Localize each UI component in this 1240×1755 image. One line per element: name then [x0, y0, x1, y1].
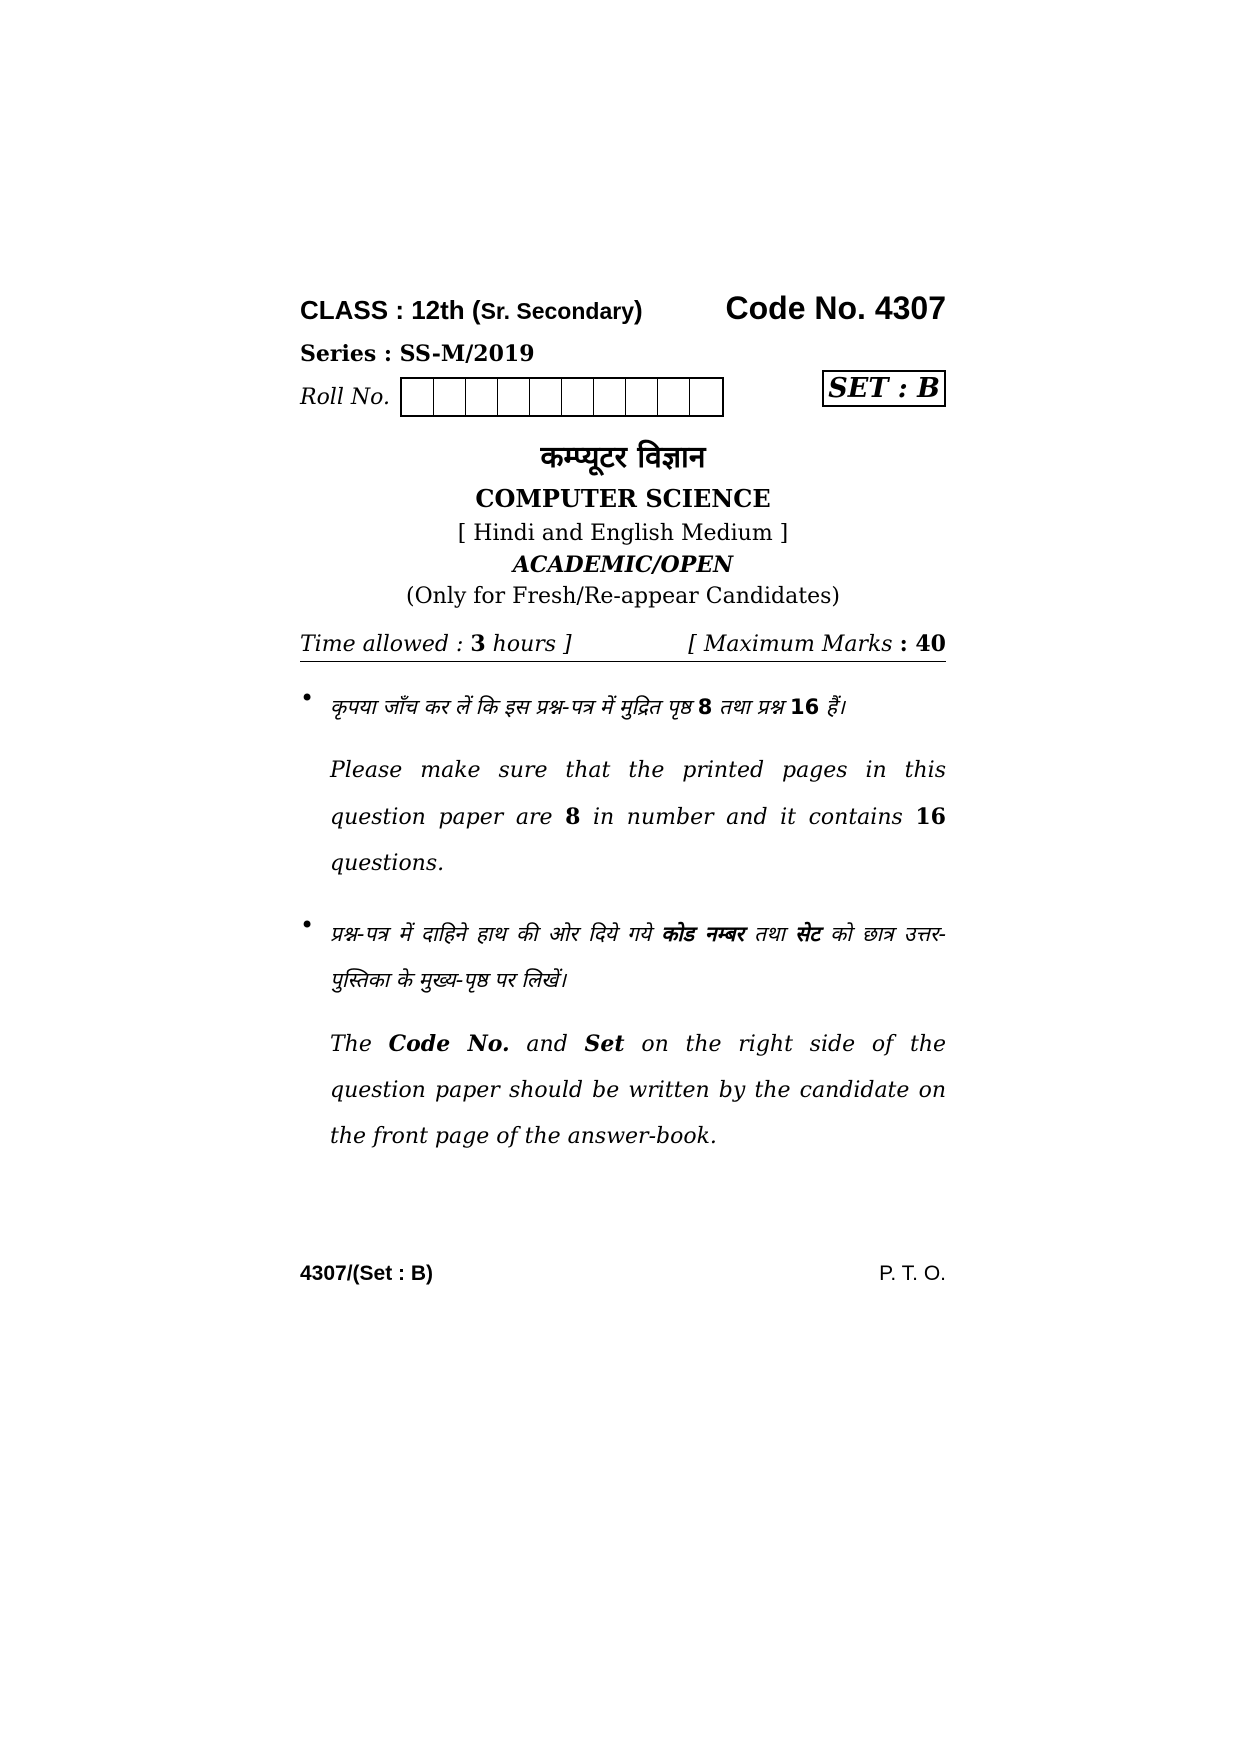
class-label [300, 295, 643, 326]
roll-label: Roll No. [300, 384, 390, 410]
text-part: on the right side of the question paper should be written by the candidate on the front page of the answer-book. [330, 1032, 947, 1149]
medium-label: [ Hindi and English Medium ] [457, 521, 789, 546]
roll-number-group [300, 377, 724, 417]
text-part: तथा [743, 922, 796, 946]
instruction-1 [300, 684, 946, 887]
roll-number-box[interactable] [658, 379, 690, 415]
text-part: तथा प्रश्न [712, 695, 790, 719]
time-suffix: hours ] [485, 632, 572, 657]
time-allowed [300, 631, 572, 657]
bullet-icon: • [300, 911, 315, 939]
roll-number-boxes [400, 377, 724, 417]
roll-number-box[interactable] [498, 379, 530, 415]
text-number: 8 [697, 695, 713, 719]
text-part: प्रश्न-पत्र में दाहिने हाथ की ओर दिये गये [330, 922, 662, 946]
text-emphasis: कोड नम्बर [661, 922, 744, 946]
class-prefix: CLASS : 12th ( [300, 295, 481, 325]
hindi-subject-title: कम्प्यूटर विज्ञान [540, 440, 706, 475]
question-paper-cover [300, 290, 946, 1286]
text-part: Please make sure that the printed pages in this question paper are [330, 758, 946, 830]
marks-value: : 40 [899, 631, 946, 657]
class-level: Sr. Secondary [480, 298, 634, 324]
roll-row [300, 372, 946, 419]
roll-number-box[interactable] [402, 379, 434, 415]
roll-number-box[interactable] [434, 379, 466, 415]
text-part: हैं। [819, 695, 845, 719]
candidates-note: (Only for Fresh/Re-appear Candidates) [406, 584, 840, 609]
english-subject-title: COMPUTER SCIENCE [475, 484, 771, 513]
text-emphasis: Code No. [388, 1031, 510, 1057]
text-number: 16 [789, 695, 820, 719]
time-value: 3 [470, 631, 486, 657]
roll-number-box[interactable] [562, 379, 594, 415]
text-number: 16 [915, 804, 946, 830]
header-row [300, 290, 946, 327]
text-part: कृपया जाँच कर लें कि इस प्रश्न-पत्र में मुद्रित पृष्ठ [330, 695, 698, 719]
text-part: and [509, 1032, 585, 1057]
academic-label: ACADEMIC/OPEN [512, 552, 734, 578]
roll-number-box[interactable] [626, 379, 658, 415]
instruction-2 [300, 911, 946, 1160]
pto-label: P. T. O. [879, 1262, 946, 1285]
text-part: को छात्र उत्तर-पुस्तिका के मुख्य-पृष्ठ पर लिखें। [330, 922, 946, 992]
text-part: in number and it contains [580, 805, 916, 830]
code-number: Code No. 4307 [725, 290, 946, 326]
roll-number-box[interactable] [594, 379, 626, 415]
roll-number-box[interactable] [690, 379, 722, 415]
instruction-2-english [330, 1021, 946, 1160]
class-suffix: ) [634, 295, 643, 325]
roll-number-box[interactable] [530, 379, 562, 415]
text-emphasis: सेट [795, 922, 820, 946]
series-label: Series : SS-M/2019 [300, 341, 535, 367]
bullet-icon: • [300, 684, 315, 712]
time-marks-row [300, 631, 946, 662]
text-part: The [330, 1032, 389, 1057]
instruction-1-hindi [330, 684, 946, 730]
text-emphasis: Set [584, 1031, 625, 1057]
instruction-2-hindi [330, 911, 946, 1003]
set-badge: SET : B [822, 370, 946, 407]
page-footer [300, 1262, 946, 1286]
instruction-1-english [330, 748, 946, 887]
maximum-marks [688, 631, 946, 657]
marks-prefix: [ Maximum Marks [688, 632, 900, 657]
footer-code: 4307/(Set : B) [300, 1262, 434, 1285]
roll-number-box[interactable] [466, 379, 498, 415]
text-part: questions. [330, 851, 445, 876]
text-number: 8 [565, 804, 581, 830]
time-prefix: Time allowed : [300, 632, 471, 657]
